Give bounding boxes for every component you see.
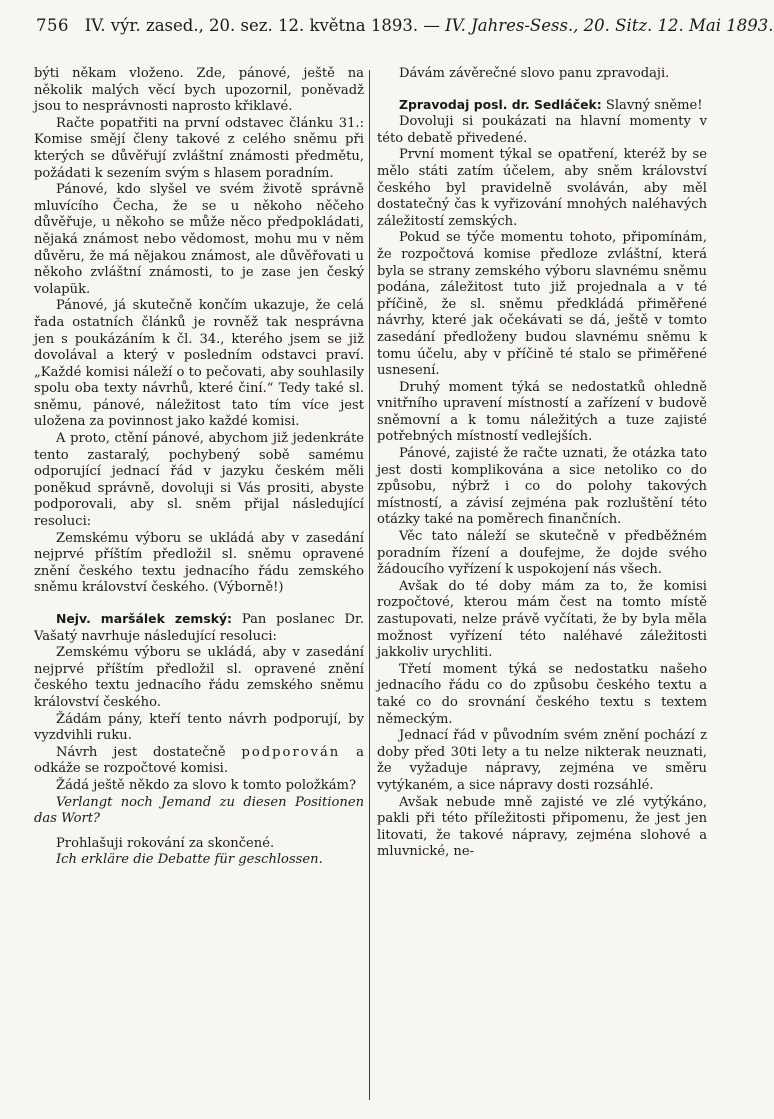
right-column: [377, 66, 707, 861]
resolution-text: Zemskému výboru se ukládá aby v zasedání nejprvé příštím předložil sl. sněmu opravené znění českého textu jednacího řádu zemského sněmu království českého. (Výborně!): [34, 530, 364, 596]
speaker-name: Nejv. maršálek zemský:: [56, 611, 232, 626]
paragraph: Jednací řád v původním svém znění pochází z doby před 30ti lety a tu nelze nikterak neuznati, že vyžaduje nápravy, zejména ve směru vytýkaném, a sice nápravy dosti rozsáhlé.: [377, 728, 707, 793]
speaker-name: Zpravodaj posl. dr. Sedláček:: [399, 96, 602, 112]
german-paragraph: Ich erkläre die Debatte für geschlossen.: [56, 852, 323, 868]
column-divider: [369, 70, 370, 1100]
speaker-paragraph: [34, 611, 364, 645]
speech-text: Pan poslanec Dr. Vašatý navrhuje následující resoluci:: [34, 612, 365, 644]
page-number: 756: [36, 16, 69, 35]
left-column: [34, 66, 364, 869]
paragraph: Třetí moment týká se nedostatku našeho jednacího řádu co do způsobu českého textu a také co do srovnání českého textu s textem německým.: [377, 661, 707, 727]
paragraph: Dovoluji si poukázati na hlavní momenty v této debatě přivedené.: [377, 114, 707, 146]
paragraph: Avšak do té doby mám za to, že komisi rozpočtové, kterou mám čest na tomto místě zastupovati, nelze právě vyčítati, že by byla měla možnost vyřízení této naléhavé záležitosti jakkoliv urychliti.: [377, 578, 707, 661]
header-dash: —: [423, 16, 440, 35]
text-run: Návrh jest dostatečně: [56, 744, 226, 760]
emphasis-spaced: podporován: [241, 744, 341, 760]
paragraph: Věc tato náleží se skutečně v předběžném poradním řízení a doufejme, že dojde svého žádoucího vyřízení k uspokojení nás všech.: [377, 529, 707, 578]
paragraph: Avšak nebude mně zajisté ve zlé vytýkáno, pakli při této příležitosti připomenu, že jest jen litovati, že takové nápravy, zejména slohové a mluvnické, ne-: [377, 794, 707, 860]
paragraph: A proto, ctění pánové, abychom již jedenkráte tento zastaralý, pochybený sobě samému odporující jednací řád v jazyku českém měli poněkud správně, dovoluji si Vás prositi, abyste podporovali, aby sl. sněm přijal následující resoluci:: [34, 431, 364, 530]
paragraph: býti někam vloženo. Zde, pánové, ještě na několik malých věcí bych upozornil, poněvadž jsou to nesprávnosti naprosto křiklavé.: [34, 66, 364, 115]
paragraph: Pánové, zajisté že račte uznati, že otázka tato jest dosti komplikována a sice netoliko co do způsobu, nýbrž i co do polohy takových místností, a závisí zejména pak rozluštění této otázky také na poměrech finančních.: [377, 446, 707, 528]
resolution-text: Zemskému výboru se ukládá, aby v zasedání nejprvé příštím předložil sl. opravené znění českého textu jednacího řádu zemského sněmu království českého.: [34, 645, 364, 710]
speaker-paragraph: [377, 97, 707, 115]
paragraph: Pokud se týče momentu tohoto, připomínám, že rozpočtová komise předloze zvláštní, která byla se strany zemského výboru slavnému sněmu podána, záležitost tuto již projednala a v té příčině, že sl. sněmu předkládá přiměřené návrhy, které jak očekávati se dá, ještě v tomto zasedání předloženy budou slavnému sněmu k tomu účelu, aby v příčině té stalo se přiměřené usnesení.: [377, 230, 707, 379]
paragraph: Račte popatřiti na první odstavec článku 31.: Komise smějí členy takové z celého sněmu při kterých se důvěřují zvláštní známosti předmětu, požádati k sezením svým s hlasem poradním.: [34, 115, 364, 181]
running-header: [36, 16, 774, 56]
speech-text: Slavný sněme!: [601, 97, 703, 113]
header-czech: IV. výr. zased., 20. sez. 12. května 1893.: [84, 16, 419, 35]
paragraph: Žádám pány, kteří tento návrh podporují, by vyzdvihli ruku.: [34, 711, 364, 744]
header-german: IV. Jahres-Sess., 20. Sitz. 12. Mai 1893.: [445, 16, 774, 35]
paragraph: [34, 745, 364, 778]
paragraph: Pánové, kdo slyšel ve svém životě správně mluvícího Čecha, že se u někoho něčeho důvěřuje, u někoho se může něco předpokládati, nějaká známost nebo vědomost, mohu mu v něm důvěru, že má nějakou známost, ale důvěřovati u někoho zvláštní známosti, to je zase jen český volapük.: [34, 182, 364, 297]
paragraph: Žádá ještě někdo za slovo k tomto položkám?: [56, 777, 356, 793]
paragraph: Prohlašuji rokování za skončené.: [56, 835, 275, 851]
paragraph: Dávám závěrečné slovo panu zpravodaji.: [399, 66, 670, 81]
paragraph: Druhý moment týká se nedostatků ohledně vnitřního upravení místností a zařízení v budově sněmovní a k tomu náležitých a tuze zajisté potřebných místností vedlejších.: [377, 379, 707, 445]
german-paragraph: Verlangt noch Jemand zu diesen Positionen das Wort?: [34, 794, 364, 827]
paragraph: První moment týkal se opatření, kteréž by se mělo státi zatím účelem, aby sněm království českého byl pravidelně svoláván, aby měl dostatečný čas k vyřizování mnohých naléhavých záležitostí zemských.: [377, 147, 707, 229]
text-run: a odkáže se rozpočtové komisi.: [34, 744, 364, 777]
paragraph: Pánové, já skutečně končím ukazuje, že celá řada ostatních článků je rovněž tak nesprávna jen s poukázáním k čl. 34., kterého jsem se již dovolával a který v posledním odstavci praví. „Každé komisi náleží o to pečovati, aby souhlasily spolu oba texty návrhů, které činí.“ Tedy také sl. sněmu, pánové, náležitost tato tím více jest uložena za povinnost jako každé komisi.: [34, 298, 364, 430]
